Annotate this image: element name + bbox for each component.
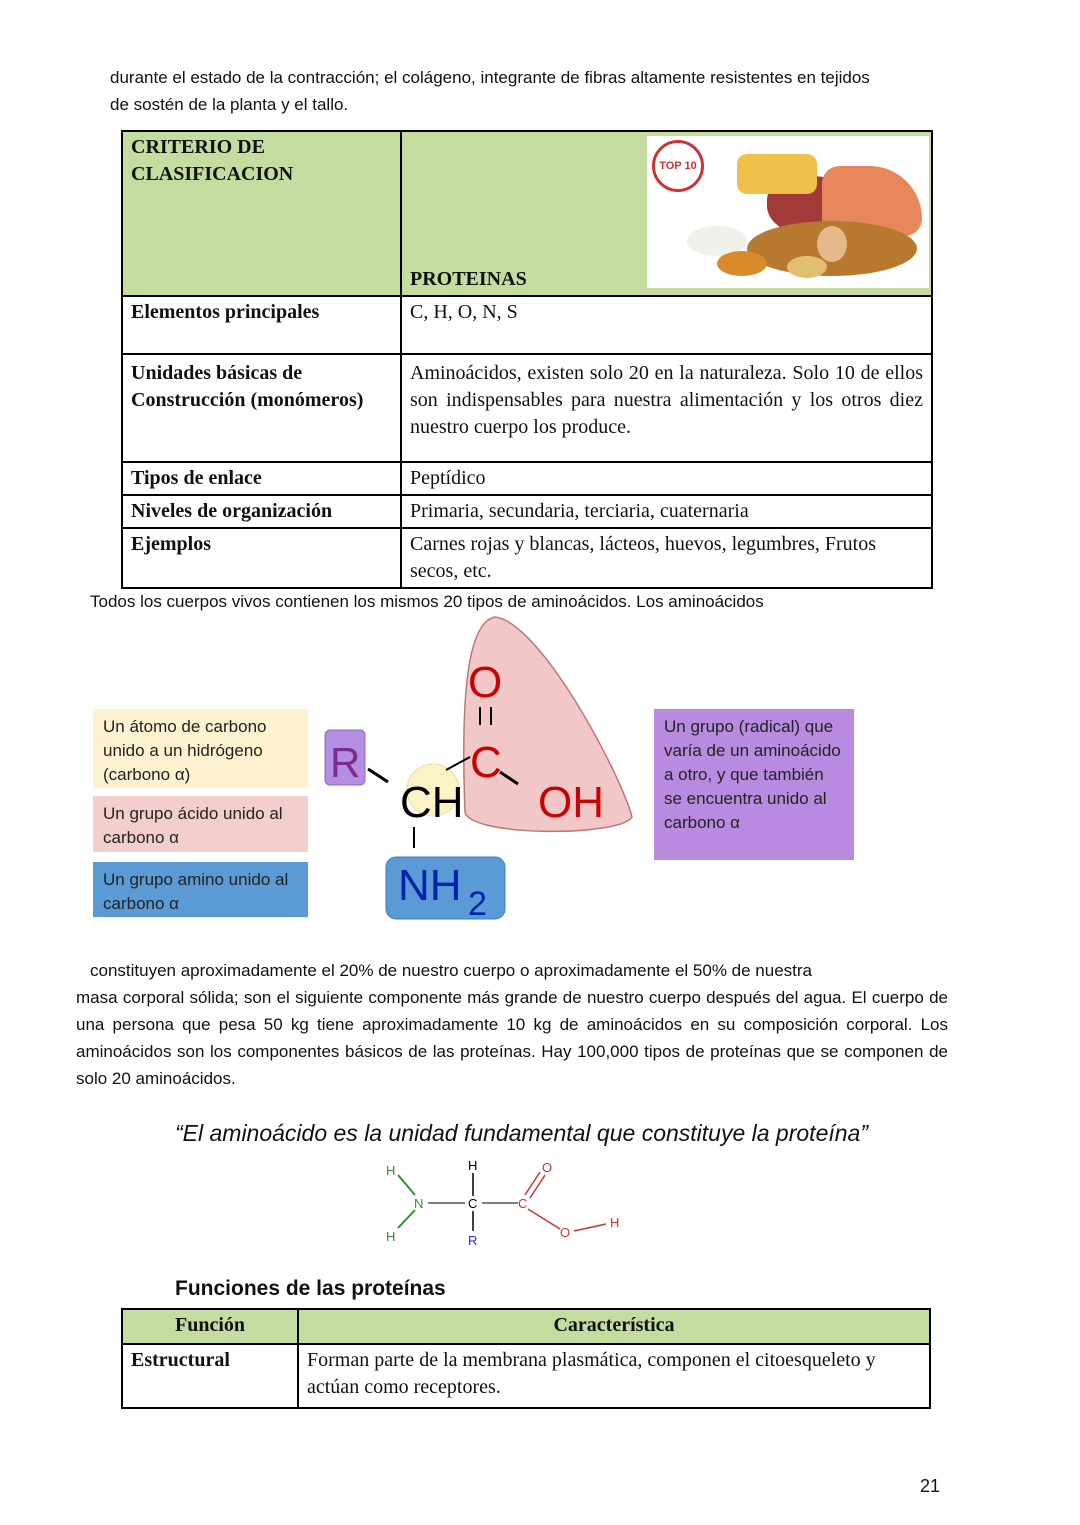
- molecule-drawing: [320, 612, 640, 922]
- header-criterion: CRITERIO DE CLASIFICACION: [122, 131, 401, 296]
- paragraph-first-line: constituyen aproximadamente el 20% de nuestro cuerpo o aproximadamente el 50% de nuestra: [90, 961, 812, 980]
- row-value: Aminoácidos, existen solo 20 en la naturaleza. Solo 10 de ellos son indispensables para nuestra alimentación y los otros diez nuestro cuerpo los produce.: [401, 354, 932, 462]
- top-10-stamp: TOP 10: [652, 140, 704, 192]
- row-label: Elementos principales: [122, 296, 401, 354]
- label-amino-group: Un grupo amino unido al carbono α: [93, 862, 308, 917]
- row-value: Peptídico: [401, 462, 932, 495]
- protein-foods-image: [647, 136, 929, 288]
- formula-r: R: [468, 1233, 478, 1248]
- row-label: Tipos de enlace: [122, 462, 401, 495]
- header-function: Función: [122, 1309, 298, 1344]
- quote: “El aminoácido es la unidad fundamental que constituye la proteína”: [175, 1120, 868, 1146]
- row-label: Estructural: [122, 1344, 298, 1408]
- row-label: Ejemplos: [122, 528, 401, 588]
- formula-h: H: [386, 1163, 396, 1178]
- row-label: Unidades básicas de Construcción (monómeros): [122, 354, 401, 462]
- nh-label: NH: [398, 861, 462, 910]
- c-label: C: [470, 738, 502, 787]
- header-proteins: [401, 131, 932, 296]
- subscript-2: 2: [468, 885, 487, 922]
- formula-h: H: [610, 1215, 620, 1230]
- row-label: Niveles de organización: [122, 495, 401, 528]
- header-proteins-label: PROTEINAS: [410, 268, 527, 290]
- r-label: R: [330, 739, 361, 786]
- oh-label: OH: [538, 778, 604, 827]
- formula-c: C: [468, 1196, 478, 1211]
- intro-line-1: durante el estado de la contracción; el colágeno, integrante de fibras altamente resistentes en tejidos: [110, 68, 870, 87]
- formula-o: O: [560, 1225, 571, 1240]
- paragraph-amino-intro: Todos los cuerpos vivos contienen los mismos 20 tipos de aminoácidos. Los aminoácidos: [90, 592, 764, 611]
- row-value: Carnes rojas y blancas, lácteos, huevos, legumbres, Frutos secos, etc.: [401, 528, 932, 588]
- paragraph-body: masa corporal sólida; son el siguiente componente más grande de nuestro cuerpo después del agua. El cuerpo de una persona que pesa 50 kg tiene aproximadamente 10 kg de aminoácidos en su composición corporal. Los aminoácidos son los componentes básicos de las proteínas. Hay 100,000 tipos de proteínas que se componen de solo 20 aminoácidos.: [76, 988, 948, 1088]
- formula-o: O: [542, 1160, 553, 1175]
- label-acid-group: Un grupo ácido unido al carbono α: [93, 796, 308, 852]
- row-value: Forman parte de la membrana plasmática, componen el citoesqueleto y actúan como receptores.: [298, 1344, 930, 1408]
- amino-acid-formula: [370, 1155, 650, 1250]
- formula-n: N: [414, 1196, 424, 1211]
- formula-h: H: [386, 1229, 396, 1244]
- label-carbon-alpha: Un átomo de carbono unido a un hidrógeno (carbono α): [93, 709, 308, 788]
- label-radical-group: Un grupo (radical) que varía de un aminoácido a otro, y que también se encuentra unido al carbono α: [654, 709, 854, 860]
- section-title: Funciones de las proteínas: [175, 1277, 446, 1300]
- formula-c: C: [518, 1196, 528, 1211]
- header-characteristic: Característica: [298, 1309, 930, 1344]
- page-number: 21: [920, 1476, 941, 1496]
- proteins-classification-table: [121, 130, 933, 589]
- protein-functions-table: [121, 1308, 931, 1409]
- ch-label: CH: [400, 778, 464, 827]
- intro-line-2: de sostén de la planta y el tallo.: [110, 95, 349, 114]
- row-value: C, H, O, N, S: [401, 296, 932, 354]
- o-label: O: [468, 658, 503, 707]
- row-value: Primaria, secundaria, terciaria, cuaternaria: [401, 495, 932, 528]
- formula-h: H: [468, 1158, 478, 1173]
